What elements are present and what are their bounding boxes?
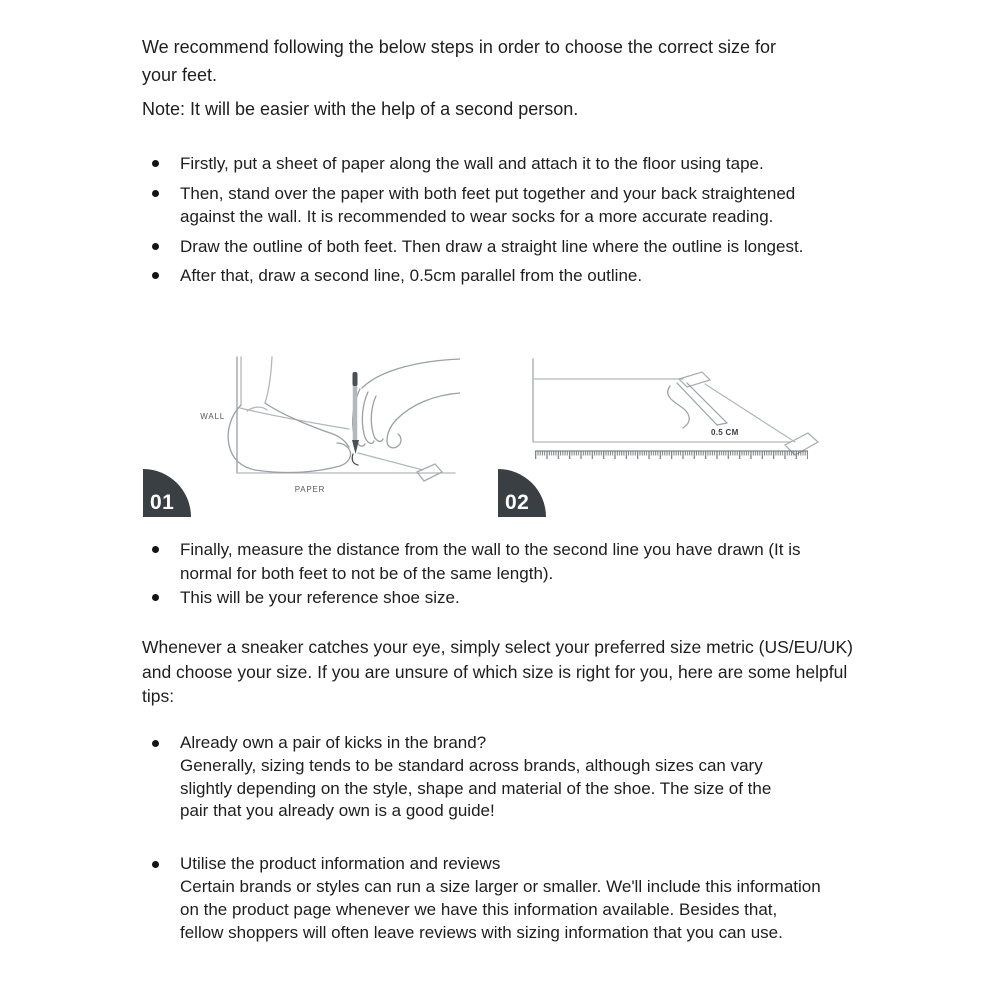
measuring-steps-list [142, 152, 862, 294]
measuring-steps-list-continued [142, 538, 862, 611]
figure-step-01 [143, 355, 460, 518]
step-item-6: This will be your reference shoe size. [142, 586, 862, 610]
note-paragraph: Note: It will be easier with the help of a second person. [142, 99, 579, 119]
tip-item-product-info [142, 853, 862, 944]
step-item-3: Draw the outline of both feet. Then draw a straight line where the outline is longest. [142, 235, 818, 259]
gap-measure-label: 0.5 CM [711, 428, 739, 437]
outline-measuring-diagram-icon [498, 355, 860, 513]
step-item-4: After that, draw a second line, 0.5cm parallel from the outline. [142, 264, 862, 288]
intro-paragraph: We recommend following the below steps in order to choose the correct size for your feet. [142, 37, 776, 85]
tip-title: Already own a pair of kicks in the brand? [180, 733, 487, 752]
step-item-2: Then, stand over the paper with both feet put together and your back straightened against the wall. It is recommended to wear socks for a more accurate reading. [142, 182, 818, 229]
step-badge-02: 02 [498, 469, 546, 517]
tip-item-own-brand [142, 732, 862, 823]
tip-title: Utilise the product information and reviews [180, 854, 501, 874]
diagram-row [143, 355, 860, 518]
paper-label: PAPER [294, 485, 326, 494]
step-item-5: Finally, measure the distance from the wall to the second line you have drawn (It is normal for both feet to not be of the same length). [142, 538, 818, 585]
tip-body: Certain brands or styles can run a size larger or smaller. We'll include this information on the product page whenever we have this information available. Besides that, fellow shoppers will often leave reviews with sizing information that you can use. [180, 876, 821, 942]
figure-step-02 [498, 355, 860, 518]
foot-tracing-diagram-icon [143, 355, 460, 513]
tips-intro-paragraph: Whenever a sneaker catches your eye, simply select your preferred size metric (US/EU/UK) and choose your size. If you are unsure of which size is right for you, here are some helpful tips: [142, 637, 853, 706]
wall-label: WALL [200, 412, 225, 421]
step-badge-01: 01 [143, 469, 191, 517]
sizing-tips-list [142, 732, 862, 974]
step-item-1: Firstly, put a sheet of paper along the wall and attach it to the floor using tape. [142, 152, 862, 176]
tip-body: Generally, sizing tends to be standard across brands, although sizes can vary slightly depending on the style, shape and material of the shoe. The size of the pair that you already own is a good guide! [180, 755, 772, 821]
